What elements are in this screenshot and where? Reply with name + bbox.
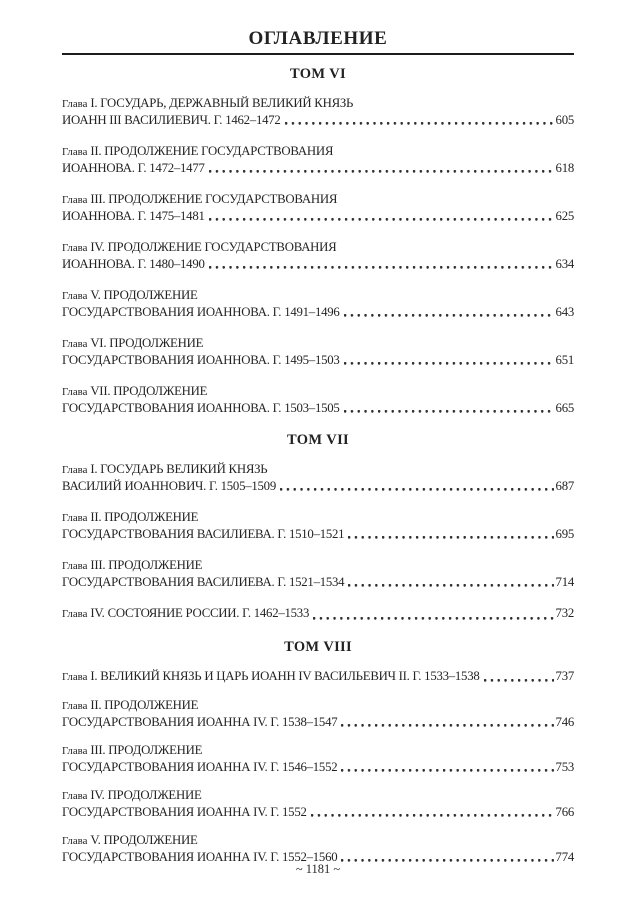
toc-entry bbox=[62, 144, 574, 176]
toc-entry bbox=[62, 788, 574, 820]
entry-title-line bbox=[62, 288, 574, 305]
chapter-label: Глава bbox=[62, 98, 88, 110]
toc-entry bbox=[62, 833, 574, 865]
entry-subtitle-text: ГОСУДАРСТВОВАНИЯ ИОАННА IV. Г. 1552 bbox=[62, 804, 307, 819]
entry-title-text: III. ПРОДОЛЖЕНИЕ bbox=[90, 743, 203, 757]
entry-title-text: II. ПРОДОЛЖЕНИЕ ГОСУДАРСТВОВАНИЯ bbox=[90, 144, 334, 158]
chapter-label: Глава bbox=[62, 790, 88, 802]
toc-entry bbox=[62, 288, 574, 320]
dot-leader bbox=[344, 353, 554, 369]
chapter-label: Глава bbox=[62, 386, 88, 398]
entry-leader-line bbox=[62, 805, 574, 821]
dot-leader bbox=[209, 257, 554, 273]
entry-subtitle-text: ИОАННОВА. Г. 1475–1481 bbox=[62, 208, 205, 223]
entry-leader-line bbox=[62, 401, 574, 417]
entry-title-line bbox=[62, 144, 574, 161]
entry-subtitle-text: ИОАННОВА. Г. 1480–1490 bbox=[62, 256, 205, 271]
chapter-label: Глава bbox=[62, 512, 88, 524]
chapter-label: Глава bbox=[62, 194, 88, 206]
entry-subtitle-text: ГОСУДАРСТВОВАНИЯ ВАСИЛИЕВА. Г. 1510–1521 bbox=[62, 526, 345, 541]
volume-heading: ТОМ VI bbox=[290, 66, 346, 82]
volume-heading: ТОМ VII bbox=[287, 432, 349, 448]
entry-page-number: 714 bbox=[555, 574, 574, 589]
volume-heading: ТОМ VIII bbox=[284, 638, 352, 655]
toc-body bbox=[62, 66, 574, 865]
entry-title-line bbox=[62, 192, 574, 209]
toc-entry bbox=[62, 698, 574, 730]
toc-header bbox=[62, 0, 574, 55]
toc-entry bbox=[62, 192, 574, 224]
entry-subtitle-text: ИОАНН III ВАСИЛИЕВИЧ. Г. 1462–1472 bbox=[62, 112, 281, 127]
chapter-label: Глава bbox=[62, 242, 88, 254]
entry-leader-line bbox=[62, 575, 574, 591]
entry-title-line bbox=[62, 96, 574, 113]
entry-leader-line bbox=[62, 669, 574, 686]
entry-page-number: 651 bbox=[555, 352, 574, 367]
toc-entry bbox=[62, 558, 574, 590]
entry-leader-line bbox=[62, 257, 574, 273]
chapter-label: Глава bbox=[62, 290, 88, 302]
entry-title-text: II. ПРОДОЛЖЕНИЕ bbox=[90, 510, 199, 524]
volume-section-2 bbox=[62, 432, 574, 623]
chapter-label: Глава bbox=[62, 745, 88, 757]
entry-title-text: II. ПРОДОЛЖЕНИЕ bbox=[90, 698, 199, 712]
entry-title-text bbox=[62, 669, 480, 686]
dot-leader bbox=[341, 760, 553, 776]
volume-section-3 bbox=[62, 639, 574, 866]
folio-number: ~ 1181 ~ bbox=[295, 862, 341, 876]
dot-leader bbox=[344, 305, 554, 321]
page-footer bbox=[0, 862, 636, 877]
entry-page-number: 618 bbox=[555, 160, 574, 175]
entry-subtitle-text: ГОСУДАРСТВОВАНИЯ ИОАННА IV. Г. 1552–1560 bbox=[62, 849, 338, 864]
entry-page-number: 625 bbox=[555, 208, 574, 223]
toc-entry bbox=[62, 606, 574, 623]
entry-leader-line bbox=[62, 760, 574, 776]
entry-subtitle-text: ИОАННОВА. Г. 1472–1477 bbox=[62, 160, 205, 175]
entry-leader-line bbox=[62, 527, 574, 543]
entry-title-line bbox=[62, 833, 574, 850]
dot-leader bbox=[285, 113, 554, 129]
entry-title-text bbox=[62, 606, 309, 623]
entry-subtitle-text: ГОСУДАРСТВОВАНИЯ ВАСИЛИЕВА. Г. 1521–1534 bbox=[62, 574, 345, 589]
dot-leader bbox=[348, 575, 553, 591]
entry-title-text: IV. ПРОДОЛЖЕНИЕ ГОСУДАРСТВОВАНИЯ bbox=[90, 240, 337, 254]
entry-title-line bbox=[62, 510, 574, 527]
dot-leader bbox=[341, 715, 553, 731]
entry-page-number: 605 bbox=[555, 112, 574, 127]
entry-title-line bbox=[62, 558, 574, 575]
entry-title-line bbox=[62, 462, 574, 479]
entry-subtitle-text: ГОСУДАРСТВОВАНИЯ ИОАННОВА. Г. 1503–1505 bbox=[62, 400, 340, 415]
entry-page-number: 766 bbox=[555, 804, 574, 819]
entry-leader-line bbox=[62, 161, 574, 177]
dot-leader bbox=[313, 606, 553, 623]
entry-title-text: III. ПРОДОЛЖЕНИЕ ГОСУДАРСТВОВАНИЯ bbox=[90, 192, 338, 206]
entry-title-line bbox=[62, 743, 574, 760]
toc-entry bbox=[62, 743, 574, 775]
entry-title-line bbox=[62, 240, 574, 257]
chapter-label: Глава bbox=[62, 464, 88, 476]
entry-page-number: 753 bbox=[555, 759, 574, 774]
entry-page-number: 737 bbox=[555, 668, 574, 683]
toc-entry bbox=[62, 336, 574, 368]
dot-leader bbox=[348, 527, 553, 543]
toc-entry bbox=[62, 96, 574, 128]
entry-title-line bbox=[62, 384, 574, 401]
dot-leader bbox=[344, 401, 554, 417]
entry-leader-line bbox=[62, 606, 574, 623]
entry-leader-line bbox=[62, 305, 574, 321]
entry-subtitle-text: ГОСУДАРСТВОВАНИЯ ИОАННОВА. Г. 1491–1496 bbox=[62, 304, 340, 319]
chapter-label: Глава bbox=[62, 608, 88, 620]
entry-page-number: 634 bbox=[555, 256, 574, 271]
dot-leader bbox=[209, 209, 554, 225]
entry-subtitle-text: ВАСИЛИЙ ИОАННОВИЧ. Г. 1505–1509 bbox=[62, 478, 276, 493]
toc-entry bbox=[62, 669, 574, 686]
chapter-label: Глава bbox=[62, 338, 88, 350]
entry-leader-line bbox=[62, 353, 574, 369]
entry-title-line bbox=[62, 788, 574, 805]
entry-subtitle-text: ГОСУДАРСТВОВАНИЯ ИОАННА IV. Г. 1546–1552 bbox=[62, 759, 338, 774]
entry-page-number: 687 bbox=[555, 478, 574, 493]
entry-title-text: I. ГОСУДАРЬ, ДЕРЖАВНЫЙ ВЕЛИКИЙ КНЯЗЬ bbox=[90, 96, 354, 110]
entry-page-number: 732 bbox=[555, 606, 574, 620]
toc-entry bbox=[62, 240, 574, 272]
entry-title-text: V. ПРОДОЛЖЕНИЕ bbox=[90, 833, 198, 847]
entry-leader-line bbox=[62, 479, 574, 495]
entry-page-number: 643 bbox=[555, 304, 574, 319]
entry-title-rest: IV. СОСТОЯНИЕ РОССИИ. Г. 1462–1533 bbox=[90, 606, 310, 620]
entry-title-text: VI. ПРОДОЛЖЕНИЕ bbox=[90, 336, 204, 350]
toc-entry bbox=[62, 510, 574, 542]
entry-leader-line bbox=[62, 715, 574, 731]
entry-leader-line bbox=[62, 209, 574, 225]
entry-subtitle-text: ГОСУДАРСТВОВАНИЯ ИОАННОВА. Г. 1495–1503 bbox=[62, 352, 340, 367]
entry-page-number: 746 bbox=[555, 714, 574, 729]
entry-page-number: 695 bbox=[555, 526, 574, 541]
chapter-label: Глава bbox=[62, 835, 88, 847]
dot-leader bbox=[311, 805, 554, 821]
toc-entry bbox=[62, 462, 574, 494]
chapter-label: Глава bbox=[62, 560, 88, 572]
chapter-label: Глава bbox=[62, 146, 88, 158]
entry-title-text: IV. ПРОДОЛЖЕНИЕ bbox=[90, 788, 202, 802]
entry-title-text: VII. ПРОДОЛЖЕНИЕ bbox=[90, 384, 208, 398]
page-title: ОГЛАВЛЕНИЕ bbox=[248, 28, 388, 49]
dot-leader bbox=[484, 669, 554, 686]
entry-subtitle-text: ГОСУДАРСТВОВАНИЯ ИОАННА IV. Г. 1538–1547 bbox=[62, 714, 338, 729]
toc-entry bbox=[62, 384, 574, 416]
chapter-label: Глава bbox=[62, 670, 88, 683]
chapter-label: Глава bbox=[62, 700, 88, 712]
dot-leader bbox=[209, 161, 554, 177]
entry-page-number: 774 bbox=[555, 849, 574, 864]
dot-leader bbox=[280, 479, 554, 495]
entry-title-text: V. ПРОДОЛЖЕНИЕ bbox=[90, 288, 198, 302]
entry-leader-line bbox=[62, 113, 574, 129]
entry-title-line bbox=[62, 336, 574, 353]
entry-page-number: 665 bbox=[555, 400, 574, 415]
entry-title-rest: I. ВЕЛИКИЙ КНЯЗЬ И ЦАРЬ ИОАНН IV ВАСИЛЬЕВИЧ II. Г. 1533–1538 bbox=[90, 668, 480, 683]
entry-title-text: III. ПРОДОЛЖЕНИЕ bbox=[90, 558, 203, 572]
entry-title-text: I. ГОСУДАРЬ ВЕЛИКИЙ КНЯЗЬ bbox=[90, 462, 268, 476]
volume-section-1 bbox=[62, 66, 574, 416]
entry-title-line bbox=[62, 698, 574, 715]
